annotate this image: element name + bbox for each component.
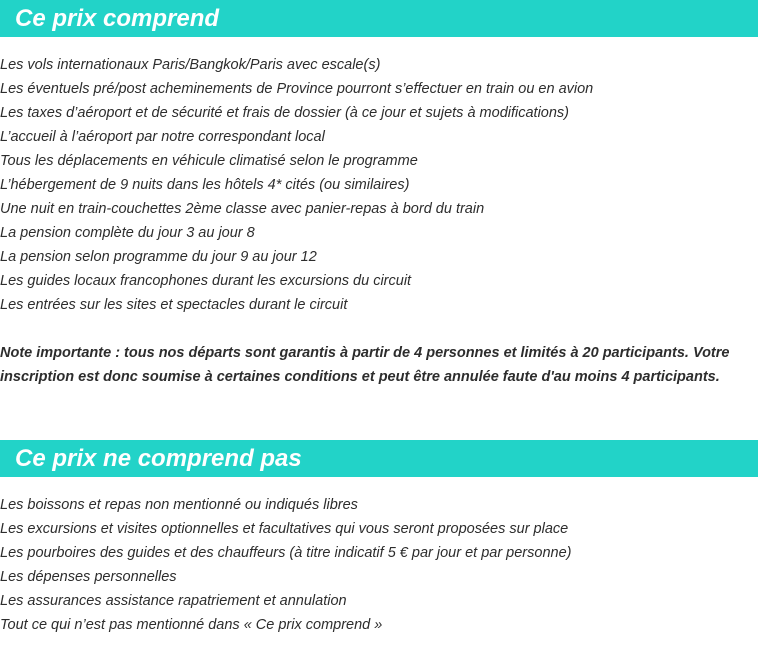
excluded-list — [0, 493, 758, 637]
list-item: Les guides locaux francophones durant les excursions du circuit — [0, 273, 412, 289]
excluded-header — [0, 440, 758, 477]
list-item: Les éventuels pré/post acheminements de Province pourront s’effectuer en train ou en avion — [0, 81, 594, 97]
list-item: L’accueil à l’aéroport par notre correspondant local — [0, 129, 325, 145]
list-item: Tout ce qui n’est pas mentionné dans « Ce prix comprend » — [0, 617, 383, 633]
list-item: Les dépenses personnelles — [0, 569, 177, 585]
list-item: Tous les déplacements en véhicule climatisé selon le programme — [0, 153, 418, 169]
list-item: Les vols internationaux Paris/Bangkok/Paris avec escale(s) — [0, 57, 381, 73]
included-list — [0, 53, 758, 317]
list-item: Les boissons et repas non mentionné ou indiqués libres — [0, 497, 358, 513]
excluded-section — [0, 440, 758, 637]
list-item: Les entrées sur les sites et spectacles durant le circuit — [0, 297, 348, 313]
included-header — [0, 0, 758, 37]
list-item: Les assurances assistance rapatriement et annulation — [0, 593, 347, 609]
excluded-title: Ce prix ne comprend pas — [15, 444, 302, 472]
important-note: Note importante : tous nos départs sont garantis à partir de 4 personnes et limités à 20 participants. Votre inscription est donc soumise à certaines conditions et peut être annulée faute d'au moins 4 participants. — [0, 345, 730, 385]
list-item: Les pourboires des guides et des chauffeurs (à titre indicatif 5 € par jour et par personne) — [0, 545, 572, 561]
list-item: Une nuit en train-couchettes 2ème classe avec panier-repas à bord du train — [0, 201, 485, 217]
list-item: L’hébergement de 9 nuits dans les hôtels 4* cités (ou similaires) — [0, 177, 410, 193]
included-title: Ce prix comprend — [15, 4, 220, 32]
list-item: La pension complète du jour 3 au jour 8 — [0, 225, 255, 241]
list-item: Les excursions et visites optionnelles et facultatives qui vous seront proposées sur place — [0, 521, 569, 537]
list-item: Les taxes d’aéroport et de sécurité et frais de dossier (à ce jour et sujets à modifications) — [0, 105, 570, 121]
list-item: La pension selon programme du jour 9 au jour 12 — [0, 249, 317, 265]
